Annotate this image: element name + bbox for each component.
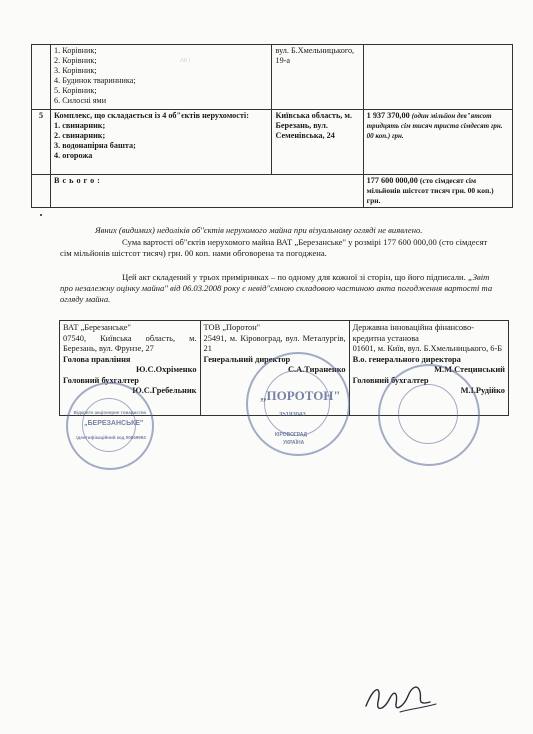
copies-paragraph: Цей акт складений у трьох примірниках – по одному для кожної зі сторін, що його підписали. „Звіт про незалежну оцінку майна" від 06.03.2008 року є невід"ємною складовою частиною акта погодження вартості та огляду майна. <box>60 272 493 305</box>
row-address: Київська область, м. Березань, вул. Семенівська, 24 <box>272 110 363 175</box>
row-number: 5 <box>32 110 51 175</box>
handwritten-signature <box>360 676 440 720</box>
row-address: вул. Б.Хмельницького, 19-а <box>272 45 363 110</box>
page-mark <box>40 214 42 216</box>
row-description: Комплекс, що складається із 4 об"єктів нерухомості: 1. свинарник; 2. свинарник; 3. водонапірна башта; 4. огорожа <box>51 110 272 175</box>
berezanske-stamp-text: Відкрите акціонерне товариство <box>73 410 147 415</box>
row-number <box>32 45 51 110</box>
poroton-stamp-code: 35193043 <box>279 412 306 418</box>
row-price: 1 937 370,00 (один мільйон дев"ятсот тридцять сім тисяч триста сімдесят грн. 00 коп.) грн. <box>363 110 512 175</box>
berezanske-stamp-name: „БЕРЕЗАНСЬКЕ" <box>84 420 144 427</box>
table-row <box>32 110 513 175</box>
signature-block-poroton: ТОВ „Поротон" 25491, м. Кіровоград, вул. Металургів, 21 Генеральний директор С.А.Тираненко <box>200 321 349 416</box>
assets-table <box>31 44 513 208</box>
poroton-stamp-city: КІРОВОГРАД <box>275 432 308 438</box>
sum-paragraph: Сума вартості об"єктів нерухомого майна ВАТ „Березанське" у розмірі 177 600 000,00 (сто сімдесят сім мільйонів шістсот тисяч) грн. 00 коп. нами обговорена та погоджена. <box>60 237 488 259</box>
table-row <box>32 45 513 110</box>
row-description: 1. Корівник; 2. Корівник; 3. Корівник; 4. Будинок тваринника; 5. Корівник; 6. Силосні ями <box>51 45 272 110</box>
defects-paragraph: Явних (видимих) недоліків об"єктів нерухомого майна при візуальному огляді не виявлено. <box>95 225 423 235</box>
signature-block-difku: Державна інноваційна фінансово-кредитна установа 01601, м. Київ, вул. Б.Хмельницького, 6-Б В.о. генерального директора М.М.Стецинський Головний бухгалтер М.І.Рудійко <box>349 321 508 416</box>
signature-block-berezanske: ВАТ „Березанське" 07540, Київська область, м. Березань, вул. Фрунзе, 27 Голова правління Ю.С.Охріменко Головний бухгалтер Ю.С.Гребельник <box>60 321 201 416</box>
poroton-stamp-country: УКРАЇНА <box>283 440 305 446</box>
table-row-total <box>32 175 513 208</box>
bleed-through-text: АКТ <box>180 58 192 64</box>
row-price <box>363 45 512 110</box>
poroton-stamp-name: „ПОРОТОН" <box>260 388 341 403</box>
difku-stamp-inner <box>398 384 458 444</box>
total-label: Всього: <box>51 175 364 208</box>
total-price: 177 600 000,00 (сто сімдесят сім мільйонів шістсот тисяч грн. 00 коп.) грн. <box>363 175 512 208</box>
berezanske-stamp-code: Ідентифікаційний код 00849994 <box>76 435 146 440</box>
